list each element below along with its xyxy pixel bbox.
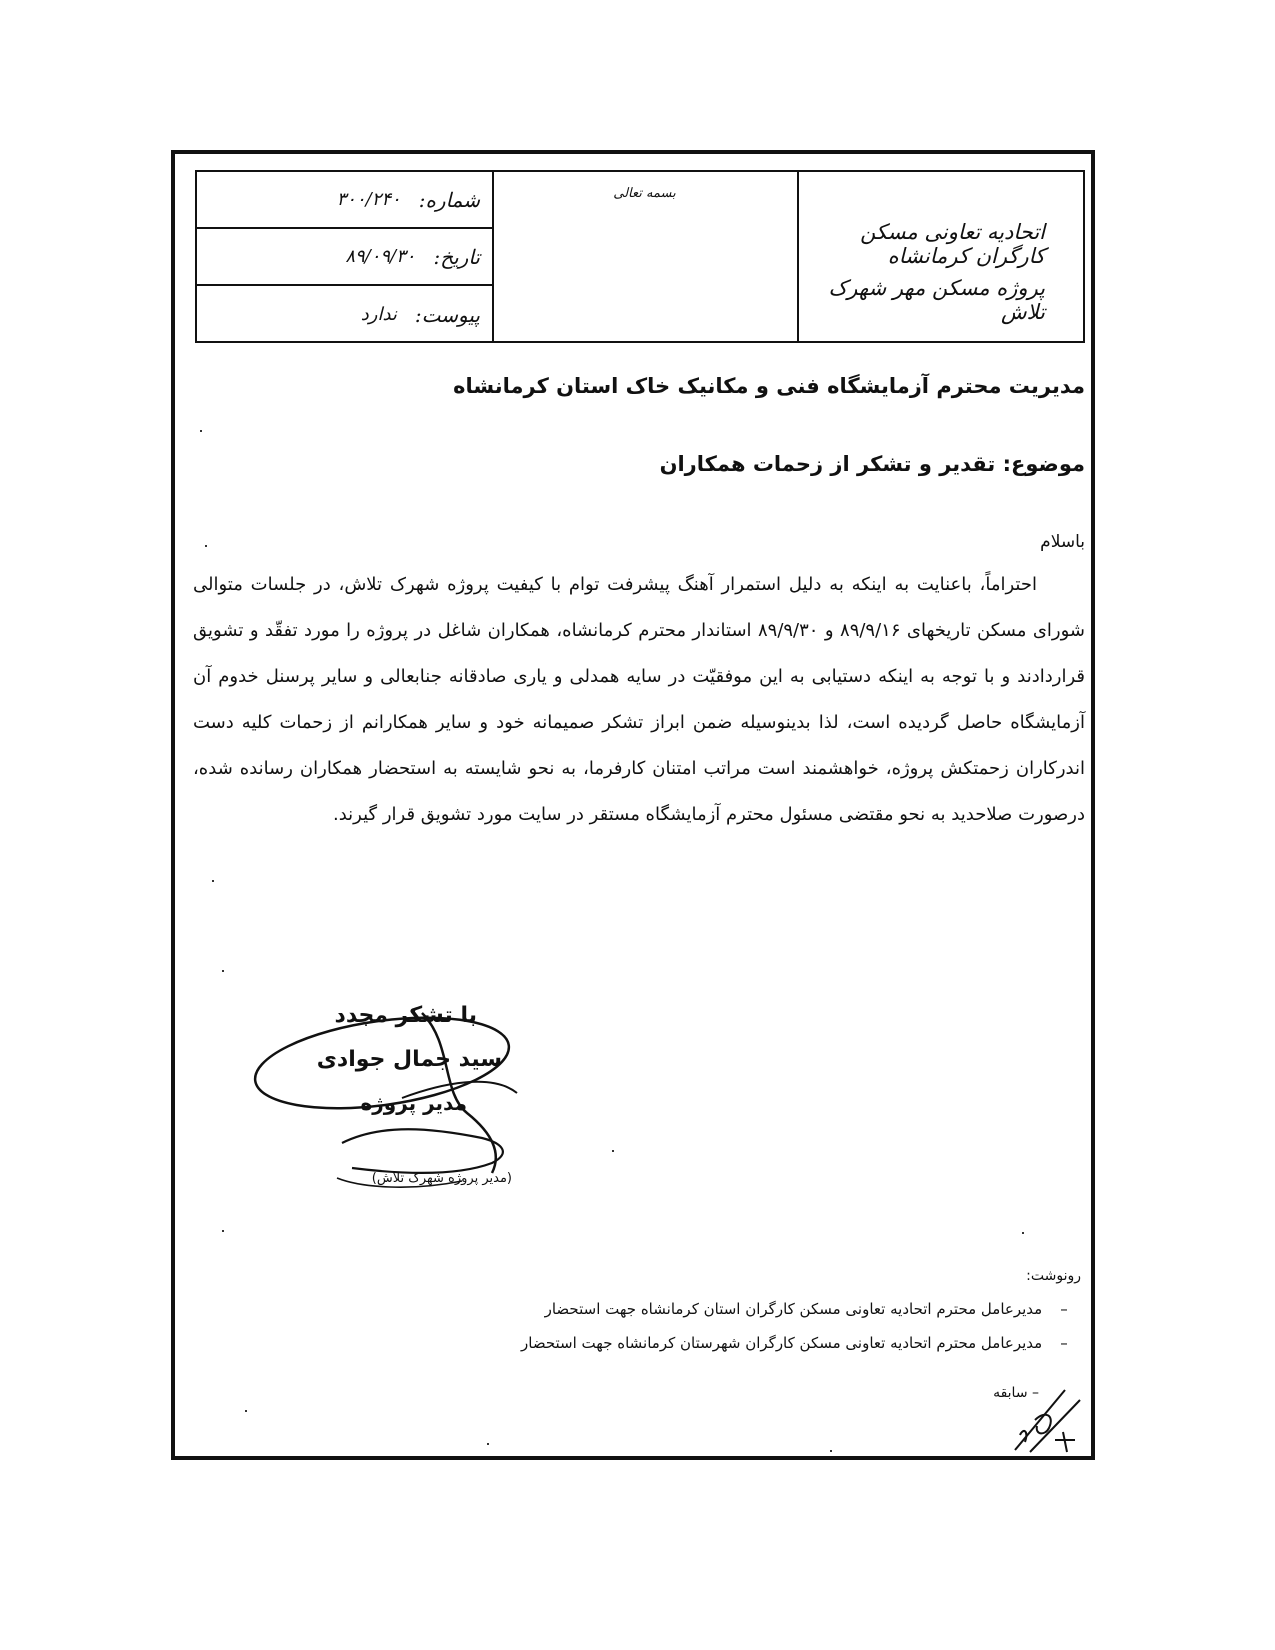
letter-number-value: ۳۰۰/۲۴۰ — [336, 189, 401, 210]
letter-attachment-label: پیوست: — [414, 302, 480, 327]
archive-dash: – — [1032, 1385, 1039, 1401]
signature-block — [252, 1003, 572, 1213]
scan-speck — [245, 1410, 247, 1412]
greeting: باسلام — [1040, 532, 1085, 552]
project-name: پروژه مسکن مهر شهرک تلاش — [828, 276, 1045, 324]
letter-date-value: ۸۹/۰۹/۳۰ — [345, 246, 416, 267]
scan-speck — [830, 1450, 832, 1452]
scan-speck — [1022, 1232, 1024, 1234]
organization-box — [797, 172, 1083, 341]
cc-dash: – — [1060, 1300, 1068, 1318]
cc-item — [521, 1300, 1081, 1318]
cc-dash: – — [1060, 1334, 1068, 1352]
subject: موضوع: تقدیر و تشکر از زحمات همکاران — [659, 452, 1085, 476]
archive-label: سابقه — [993, 1385, 1028, 1401]
scan-speck — [222, 1230, 224, 1232]
letter-attachment-row — [197, 286, 492, 343]
signature-closing: با تشکر مجدد — [334, 1003, 477, 1028]
scan-speck — [222, 970, 224, 972]
stamp-caption: (مدیر پروژه شهرک تلاش) — [371, 1171, 512, 1186]
scan-speck — [487, 1443, 489, 1445]
letterhead — [195, 170, 1085, 343]
signature-stroke — [342, 1129, 503, 1173]
letter-number-label: شماره: — [418, 187, 480, 212]
archive-mark-stroke — [1030, 1400, 1080, 1452]
cc-item-text: مدیرعامل محترم اتحادیه تعاونی مسکن کارگران شهرستان کرمانشاه جهت استحضار — [521, 1334, 1043, 1352]
basmala: بسمه تعالی — [613, 186, 676, 201]
cc-item-text: مدیرعامل محترم اتحادیه تعاونی مسکن کارگران استان کرمانشاه جهت استحضار — [544, 1300, 1043, 1318]
addressee: مدیریت محترم آزمایشگاه فنی و مکانیک خاک استان کرمانشاه — [453, 374, 1085, 398]
letter-body-paragraph: احتراماً، باعنایت به اینکه به دلیل استمرار آهنگ پیشرفت توام با کیفیت پروژه شهرک تلاش، در جلسات متوالی شورای مسکن تاریخهای ۸۹/۹/۱۶ و ۸۹/۹/۳۰ استاندار محترم کرمانشاه، همکاران شاغل در پروژه را مورد تفقّد و تشویق قراردادند و با توجه به اینکه دستیابی به این موفقیّت در سایه همدلی و یاری صادقانه جنابعالی و سایر پرسنل خدوم آن آزمایشگاه حاصل گردیده است، لذا بدینوسیله ضمن ابراز تشکر صمیمانه خود و سایر همکارانم از زحمات کلیه دست اندرکاران زحمتکش پروژه، خواهشمند است مراتب امتنان کارفرما، به نحو شایسته به استحضار همکاران رسانده شده، درصورت صلاحدید به نحو مقتضی مسئول محترم آزمایشگاه مستقر در سایت مورد تشویق قرار گیرند. — [193, 574, 1086, 825]
scan-speck — [200, 430, 202, 432]
letter-attachment-value: ندارد — [360, 304, 397, 325]
basmala-box — [492, 172, 799, 341]
cc-list — [521, 1300, 1081, 1368]
letter-body — [193, 562, 1085, 838]
scan-speck — [612, 1150, 614, 1152]
organization-name: اتحادیه تعاونی مسکن کارگران کرمانشاه — [860, 220, 1045, 268]
letter-number-row — [197, 172, 492, 229]
cc-item — [521, 1334, 1081, 1352]
letter-date-row — [197, 229, 492, 286]
scan-speck — [205, 545, 207, 547]
letter-meta-box — [197, 172, 494, 341]
signatory-name: سید جمال جوادی — [316, 1047, 502, 1072]
signatory-title: مدیر پروژه — [360, 1091, 467, 1115]
letter-date-label: تاریخ: — [433, 244, 480, 269]
handwritten-archive-mark — [1005, 1380, 1085, 1460]
cc-label: رونوشت: — [1026, 1268, 1081, 1284]
archive-mark-stroke — [1055, 1432, 1075, 1452]
scan-speck — [212, 880, 214, 882]
